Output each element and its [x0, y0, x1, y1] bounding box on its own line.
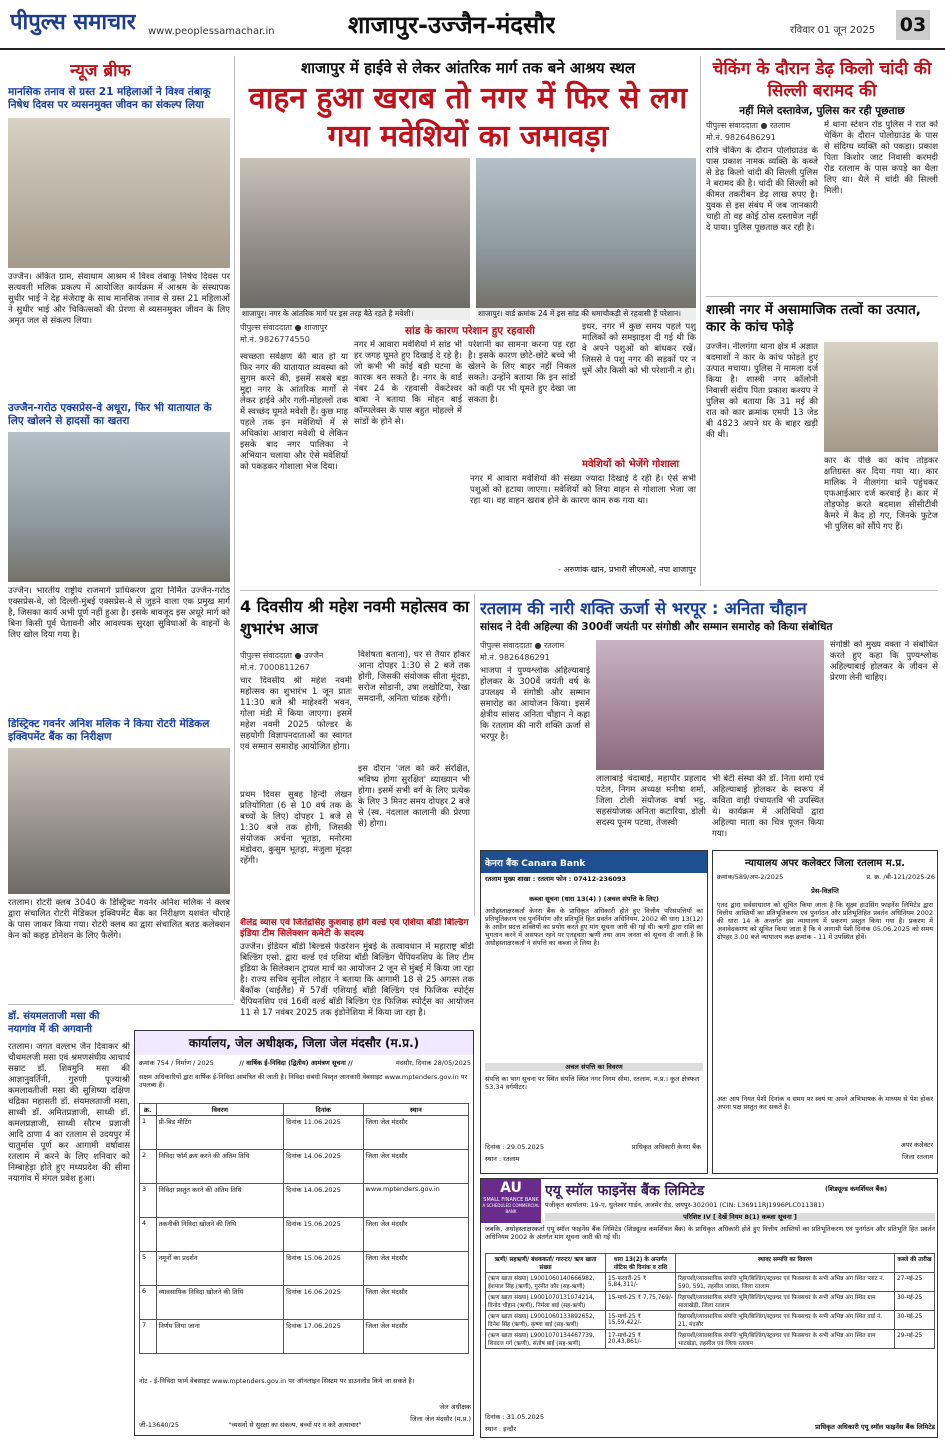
silver-headline: चेकिंग के दौरान डेढ़ किलो चांदी की सिल्ली बरामद की — [712, 59, 932, 101]
court-case-no-2: प्र. क्र. /बी-121/2025-26 — [866, 873, 935, 881]
ratlam-headline: रतलाम की नारी शक्ति ऊर्जा से भरपूर : अनिता चौहान — [480, 599, 807, 618]
au-logo: AU SMALL FINANCE BANK A SCHEDULED COMMERCIAL BANK — [481, 1179, 541, 1223]
mahesh-headline: 4 दिवसीय श्री महेश नवमी महोत्सव का शुभारंभ आज — [240, 597, 470, 638]
jail-schedule-table — [139, 1103, 469, 1371]
lead-subhead: सांड के कारण परेशान हुए रहवासी — [404, 325, 536, 337]
jail-th-date: दिनांक — [284, 1104, 363, 1116]
au-th-date: कब्जे की तारीख — [895, 1254, 935, 1273]
ratlam-text-3: भी बेटी संस्था की डॉ. निता शर्मा एवं अहिल्याबाई होलकर के स्वरूप में कविता वाही पंचायतवि भी उपस्थित थे। कार्यक्रम में अतिथियों द्वारा अहिल्या माता का चित्र पूजन किया गया। — [712, 774, 824, 839]
canara-bank-ad — [480, 850, 708, 1174]
lead-text-col-4: इधर, नगर में कुछ समय पहले पशु मालिकों को समझाइश दी गई थी कि वे अपने पशुओं को बांधकर रखें। जिससे वे पशु नगर की सड़कों पर न घूमें और किसी को भी परेशानी न हो। — [582, 322, 696, 376]
court-case-no: क्रमांक/589/अप-2/2025 — [717, 873, 784, 881]
court-sign-2: जिला रतलाम — [901, 1153, 933, 1161]
news-brief-column — [8, 56, 230, 1000]
brief-photo-3 — [8, 748, 230, 894]
mahesh-mobile: मो.नं. 7000811267 — [240, 663, 310, 672]
brief-label: न्यूज ब्रीफ — [70, 61, 131, 81]
au-title: एयू स्मॉल फाइनेंस बैंक लिमिटेड — [545, 1183, 705, 1199]
jail-ref: क्रमांक 754 / निर्माण / 2025 — [139, 1059, 214, 1067]
ratlam-text-2: लालाबाई चंदाबाई, महापौर प्रहलाद पटेल, निगम अध्यक्ष मनीषा शर्मा, जिला टोली संयोजक वर्षा भट्ट, सहसंयोजक अनिता कटारिया, डोली सदस्य पूनम पटवा, तेजस्वी — [596, 774, 706, 828]
column-divider — [474, 594, 475, 916]
ratlam-story — [480, 594, 938, 846]
au-sign: प्राधिकृत अधिकारी एयू स्मॉल फाइनेंस बैंक लिमिटेड — [815, 1423, 935, 1431]
website-url[interactable]: www.peoplessamachar.in — [148, 26, 275, 37]
page-number: 03 — [896, 10, 930, 40]
canara-bank-name: केनरा बैंक Canara Bank — [481, 851, 707, 873]
au-address: पंजीकृत कार्यालय: 19-ए, धुलेश्वर गार्डन, अजमेर रोड, जयपुर-302001 (CIN: L36911RJ1996PLC011381) — [545, 1201, 825, 1209]
page-section-title: शाजापुर-उज्जैन-मंदसौर — [348, 11, 556, 39]
canara-sign: प्राधिकृत अधिकारी केनरा बैंक — [631, 1143, 701, 1151]
shastri-story — [706, 300, 938, 586]
silver-mobile: मो.नं. 9826486291 — [706, 133, 776, 142]
ratlam-text-4: संगोष्ठी को मुख्य वक्ता ने संबोधित करते हुए कहा कि पुण्यश्लोक अहिल्याबाई होलकर के जीवन से प्रेरणा लेनी चाहिए। — [830, 640, 938, 683]
silver-byline: पीपुल्स संवाददाता ● रतलाम — [706, 121, 791, 130]
lead-text-col-3: परेशानी का सामना करना पड़ रहा है। इसके कारण छोटे-छोटे बच्चे भी खेलने के लिए बाहर नहीं निकल सकते। उन्होंने बताया कि इन सांडों को कहीं पर भी घूमते हुए देखा जा सकता है। — [468, 340, 576, 405]
masthead — [0, 0, 945, 50]
ratlam-byline: पीपुल्स संवाददाता ● रतलाम — [480, 641, 565, 650]
canara-notice-text: अधोहस्ताक्षरकर्ता केनरा बैंक के प्राधिकृत अधिकारी होते हुए वित्तीय परिसंपत्तियों का प्रतिभूतिकरण एवं पुनर्निर्माण और प्रतिभूति हित प्रवर्तन अधिनियम, 2002 की धारा 13(12) के अधीन प्रदत्त शक्तियों का प्रयोग करते हुए मांग सूचना जारी की गई थी। ऋणी द्वारा राशि का भुगतान करने में असफल रहने पर एतद्द्वारा ऋणी तथा आम जनता को सूचना दी जाती है कि अधोहस्ताक्षरकर्ता ने संपत्ति का कब्जा ले लिया है। — [485, 907, 703, 947]
table-row: 2 निविदा फॉर्म क्रय करने की अंतिम तिथि दिनांक 14.06.2025 जिला जेल मंदसौर — [140, 1150, 469, 1184]
court-sign-1: अपर कलेक्टर — [900, 1141, 933, 1149]
column-divider — [234, 56, 235, 1000]
canara-property-text: संपत्ति का भाग सूचना पर स्थित संपत्ति स्थित नगर निगम सीमा, रतलाम, म.प्र.। कुल क्षेत्रफल 53.34 वर्गमीटर। — [485, 1075, 700, 1091]
jail-title: कार्यालय, जेल अधीक्षक, जिला जेल मंदसौर (म.प्र.) — [135, 1031, 473, 1055]
silver-text-col-2: में थाना स्टेशन रोड पुलिस ने रात को चेकिंग के दौरान पोलोग्राउंड के पास से संदिग्ध व्यक्ति को पकड़ा। प्रकाश पिता किशोर जाट निवासी करमदी रोड रतलाम के पास कपड़े का थैला लिए था। थैले में चांदी की सिल्ली मिली। — [824, 120, 938, 196]
lead-story — [240, 56, 696, 586]
jail-sign-1: जेल अधीक्षक — [439, 1403, 471, 1411]
ratlam-photo — [596, 640, 824, 770]
mahesh-story — [240, 594, 470, 916]
lead-caption-2: शाजापुर। वार्ड क्रमांक 24 में इस सांड की धमाचौकड़ी से रहवासी हैं परेशान। — [476, 308, 696, 320]
brief-headline-1: मानसिक तनाव से ग्रस्त 21 महिलाओं ने विश्व तंबाकू निषेध दिवस पर व्यसनमुक्त जीवन का संकल्प लिया — [8, 86, 211, 111]
canara-notice-title: कब्जा सूचना (धारा 13(4) ) (अचल संपत्ति के लिए) — [529, 895, 659, 903]
ratlam-text-1: भाजपा ने पुण्यश्लोक अहिल्याबाई होलकर के 300वें जयंती वर्ष के उपलक्ष्य में संगोष्ठी और सम्मान समारोह का आयोजन किया। इसमें क्षेत्रीय सांसद अनिता चौहान ने कहा कि रतलाम की नारी शक्ति ऊर्जा से भरपूर है। — [480, 666, 590, 742]
samyamlata-text: रतलाम। जगत वल्लभ जैन दिवाकर श्री चौथमलजी मसा एवं श्रमणसंघीय आचार्य सम्राट डॉ. शिवमुनि मसा की आज्ञानुवर्तिनी, गुरुणी पूज्याश्री कमलावतीजी मसा की सुशिष्या दक्षिण चंद्रिका महासती डॉ. संयमलताजी मसा, साध्वी डॉ. अमितप्रज्ञाजी, साध्वी डॉ. कमलप्रज्ञाजी, साध्वी सौरभ प्रज्ञाजी आदि ठाणा 4 का रतलाम से उदयपुर में चातुर्मास पूर्ण कर आगामी वर्षावास रतलाम में करने के लिए शनिवार को निम्बाहेड़ा होते हुए मध्यप्रदेश की सीमा नयागांव में मंगल प्रवेश हुआ। — [8, 1042, 130, 1184]
table-row: 4 तकनीकी निविदा खोलने की तिथि दिनांक 15.06.2025 जिला जेल मंदसौर — [140, 1218, 469, 1252]
au-scheduled: (शिड्यूल्ड कमर्शियल बैंक) — [825, 1185, 888, 1193]
lead-byline: पीपुल्स संवाददाता ● शाजापुर — [240, 323, 328, 332]
canara-branch: रतलाम मुख्य शाखा : रतलाम फोन : 07412-236093 — [485, 875, 627, 883]
table-row: 6 व्यावसायिक निविदा खोलने की तिथि दिनांक 16.06.2025 जिला जेल मंदसौर — [140, 1286, 469, 1320]
silver-text-col-1: रात्रि चेकिंग के दौरान पोलोग्राउंड के पास प्रकाश नामक व्यक्ति के कब्जे से डेढ़ किलो चांदी की सिल्ली पुलिस ने बरामद की है। चांदी की सिल्ली को कीमत तकरीबन डेढ़ लाख रुपए है। युवक से इस संबंध में जब जानकारी चाही तो वह कोई ठोस दस्तावेज नहीं दे पाया। पुलिस पूछताछ कर रही है। — [706, 146, 818, 233]
mahesh-text-2: प्रथम दिवस सुबह हिन्दी लेखन प्रतियोगिता (6 से 10 वर्ष तक के बच्चों के लिए) दोपहर 1 बजे से 1:30 बजे तक होगी, जिसकी संयोजक अर्चना भूतड़ा, मनोरमा मंडोवरा, कुसुम भूतड़ा, मंजुला मूंदड़ा रहेंगी। — [240, 790, 352, 866]
court-text-2: अतः आप नियत पेशी दिनांक व समय पर स्वयं या अपने अभिभाषक के माध्यम से पेश होकर अपना पक्ष प्रस्तुत कर सकते है। — [717, 1095, 933, 1111]
mahesh-text-1: चार दिवसीय श्री महेश नवमी महोत्सव का शुभारंभ 1 जून प्रातः 11:30 बजे श्री माहेश्वरी भवन, गोला मंडी में किया जाएगा। इसमें महेश नवमी 2025 फोल्डर के सहयोगी विज्ञापनदाताओं का स्वागत एवं सम्मान समारोह आयोजित होगा। — [240, 676, 352, 752]
samyamlata-headline: डॉ. संयमलताजी मसा की नयागांव में की अगवानी — [8, 1011, 100, 1035]
silver-story — [706, 56, 938, 296]
au-th-property: स्थावर सम्पत्ति का विवरण — [676, 1254, 895, 1273]
table-row: (ऋण खाता संख्या) L9001070134467739, शिवदत्त गर्ग (ऋणी), संतोष बाई (सह-ऋणी) 17-मार्च-25 ₹ 20,43,861/- रिहायशी/व्यावसायिक संपत्ति भूमि/बिल्डिंग/स्ट्रक्चर एवं फिक्सचर के सभी अभिन्न अंग स्थित ग्राम भाटखेड़ा, तहसील एवं जिला रतलाम 29-मई-25 — [486, 1330, 935, 1349]
jail-sign-2: जिला जेल मंदसौर (म.प्र.) — [410, 1415, 471, 1423]
tender-link[interactable]: www.mptenders.gov.in — [363, 1184, 468, 1218]
jail-date: मंदसौर, दिनांक 28/05/2025 — [395, 1059, 471, 1067]
brief-photo-1 — [8, 118, 230, 268]
mahesh-text-4: इस दौरान 'जल को करें संरक्षित, भविष्य होगा सुरक्षित' व्याख्यान भी होगा। इसमें सभी वर्ग के लिए प्रत्येक के लिए 3 मिनट समय दोपहर 2 बजे से (स्व. नंदलाल कालानी की प्रेरणा से) होगा। — [358, 764, 470, 829]
au-place: स्थान : इन्दौर — [485, 1425, 517, 1433]
table-row: (ऋण खाता संख्या) L9001060133892652, दिनेश सिंह (ऋणी), कृष्णा बाई (सह-ऋणी) 15-मार्च-25 ₹ 15,59,422/- रिहायशी/व्यावसायिक संपत्ति भूमि/बिल्डिंग/स्ट्रक्चर एवं फिक्सचर के सभी अभिन्न अंग स्थित वार्ड नं. 21, मंदसौर 30-मई-25 — [486, 1311, 935, 1330]
brief-headline-2: उज्जैन-गरोठ एक्सप्रेस-वे अधूरा, फिर भी यातायात के लिए खोलने से हादसों का खतरा — [8, 402, 212, 427]
court-notice — [712, 850, 938, 1174]
ratlam-subhead: सांसद ने देवी अहिल्या की 300वीं जयंती पर संगोष्ठी और सम्मान समारोह को किया संबोधित — [480, 621, 833, 633]
mahesh-text-3: विशेषता बताना), घर से तैयार होकर आना दोपहर 1:30 से 2 बजे तक होगी, जिसकी संयोजक सीता मूंदड़ा, सरोज सोडानी, उषा लखोटिया, रेखा समदानी, अनिता चांडक रहेंगी। — [358, 650, 470, 704]
table-row: 3 निविदा प्रस्तुत करने की अंतिम तिथि दिनांक 14.06.2025 www.mptenders.gov.in — [140, 1184, 469, 1218]
au-notice-title: परिशिष्ट IV [ देखें नियम 8(1) कब्जा सूचना ] — [545, 1213, 935, 1221]
court-text: एतद द्वारा सर्वसाधारण को सूचित किया जाता है कि सूक्ष्म हाउसिंग फाइनेंस लिमिटेड द्वारा वित्तीय आस्तियों का प्रतिभूतिकरण एवं पुनर्गठन और प्रतिभूतिहित प्रवर्तन अधिनियम 2002 की धारा 14 के अन्तर्गत इस न्यायालय में प्रकरण प्रस्तुत किया गया है। प्रकरण में अनावेदकगण को सूचित किया जाता है कि वे आगामी पेशी दिनांक 05.06.2025 को समय दोपहर 3.00 बजे न्यायालय कक्ष क्रमांक - 11 में उपस्थित होवें। — [717, 901, 933, 941]
table-row: 7 निर्णय लिया जाना दिनांक 17.06.2025 जिला जेल मंदसौर — [140, 1320, 469, 1354]
section-divider — [240, 590, 938, 591]
lead-kicker: शाजापुर में हाईवे से लेकर आंतरिक मार्ग तक बने आश्रय स्थल — [300, 59, 636, 77]
jail-notice: // वार्षिक ई-निविदा (द्वितीय) आमंत्रण सूचना // — [239, 1059, 353, 1067]
shastri-text-col-2: कार के पीछे का कांच तोड़कर क्षतिग्रस्त कर दिया गया था। कार मालिक ने नीलगंगा थाने पहुंचकर एफआईआर दर्ज करवाई है। कार में तोड़फोड़ करते बदमाश सीसीटीवी कैमरे में कैद हो गए, जिनके फुटेज भी पुलिस को सौंपे गए हैं। — [824, 456, 938, 532]
lead-mobile: मो.नं. 9826774550 — [240, 335, 310, 344]
court-press-release: प्रेस-विज्ञप्ति — [811, 887, 839, 895]
shastri-photo — [824, 342, 938, 452]
newspaper-logo: पीपुल्स समाचार — [10, 10, 136, 35]
table-row: 1 प्री-बिड मीटिंग दिनांक 11.06.2025 जिला जेल मंदसौर — [140, 1116, 469, 1150]
ratlam-mobile: मो.नं. 9826486291 — [480, 653, 550, 662]
jail-code: जी-13640/25 — [139, 1421, 179, 1429]
lead-caption-1: शाजापुर। नगर के आंतरिक मार्ग पर इस तरह बैठे रहते है मवेशी। — [240, 308, 470, 320]
lead-subhead-2: मवेशियों को भेजेंगे गोशाला — [582, 459, 680, 470]
brief-photo-2 — [8, 432, 230, 582]
issue-date: रविवार 01 जून 2025 — [790, 25, 876, 36]
table-row: 5 नमूनों का प्रदर्शन दिनांक 15.06.2025 जिला जेल मंदसौर — [140, 1252, 469, 1286]
lead-quote: नगर में आवारा मवेशियों की संख्या ज्यादा दिखाई दे रही है। ऐसे सभी पशुओं को हटाया जाएगा। मवेशियों को लिया वाहन से गोशाला भेजा जा रहा था। वह वाहन खराब होने के कारण काम रुक गया था। — [470, 474, 696, 506]
canara-property-title: अचल संपत्ति का विवरण — [485, 1063, 703, 1071]
bodybuilding-text: उज्जैन। इंडियन बॉडी बिल्डर्स फेडरेशन मुंबई के तत्वावधान में महाराष्ट्र बॉडी बिल्डिंग एसो. द्वारा वर्ल्ड एवं एशिया बॉडी बिल्डिंग चैंपियनशिप के लिए टीम इंडिया के सिलेक्शन ट्रायल मार्च का आयोजन 2 जून से मुंबई में किया जा रहा है। राज्य सचिव सुनील लोहार ने बताया कि आगामी 18 से 25 अगस्त तक बैंकॉक (थाईलैंड) में 57वीं एशियाई बॉडी बिल्डिंग एवं फिजिक स्पोर्ट्स चैंपियनशिप एवं 16वीं वर्ल्ड बॉडी बिल्डिंग एंड फिजिक स्पोर्ट्स का आयोजन 11 से 17 नवंबर 2025 तक इंडोनेशिया में किया जा रहा है। — [240, 942, 474, 1018]
jail-footer-note: नोट - ई-निविदा फार्म वेबसाइट www.mptenders.gov.in पर ऑनलाइन सिस्टम पर डाउनलोड किये जा सकते है। — [139, 1377, 415, 1385]
jail-th-desc: विवरण — [156, 1104, 284, 1116]
jail-intro: सक्षम अधिकारियों द्वारा वार्षिक ई-निविदा आमंत्रित की जाती है। निविदा संबंधी विस्तृत जानकारी वेबसाइट www.mptenders.gov.in पर उपलब्ध है। — [139, 1073, 468, 1089]
samyamlata-story — [8, 1008, 130, 1438]
silver-subhead: नहीं मिले दस्तावेज, पुलिस कर रही पूछताछ — [739, 105, 905, 117]
au-bank-ad — [480, 1178, 938, 1438]
au-intro: जबकि, अधोहस्ताक्षरकर्ता एयू स्मॉल फाइनेंस बैंक लिमिटेड (शिड्यूल्ड कमर्शियल बैंक) के प्राधिकृत अधिकारी होते हुए वित्तीय आस्तियों का प्रतिभूतिकरण एवं पुनर्गठन और प्रतिभूति हित प्रवर्तन अधिनियम 2002 के अंतर्गत मांग सूचना जारी की गई थी। — [485, 1225, 935, 1241]
brief-text-3: रतलाम। रोटरी क्लब 3040 के डिस्ट्रिक्ट गवर्नर अनिश मलिक ने क्लब द्वारा संचालित रोटरी मेडिकल इक्विपमेंट बैंक का निरीक्षण यशवंत चौराहे के पास जाकर किया गया। रोटरी क्लब का द्वारा संचालित बतड कलेक्शन केन को कहड़ डोनेशन के लिए फैलेंगे। — [8, 898, 230, 941]
lead-photo-1 — [240, 158, 470, 308]
brief-text-2: उज्जैन। भारतीय राष्ट्रीय राजमार्ग प्राधिकरण द्वारा निर्मित उज्जैन-गरोठ एक्सप्रेस-वे, जो दिल्ली-मुंबई एक्सप्रेस-वे से जुड़ने वाला एक प्रमुख मार्ग है, जिसका कार्य अभी पूर्ण नहीं हुआ है। इसके बावजूद इस अधूरे मार्ग को बिना किसी पूर्व चेतावनी और आवश्यक सुरक्षा सुविधाओं के वाहनों के लिए खोल दिया गया है। — [8, 586, 230, 640]
shastri-headline: शास्त्री नगर में असामाजिक तत्वों का उत्पात, कार के कांच फोड़े — [706, 302, 921, 335]
jail-slogan: "व्यसनों से सुरक्षा का संकल्प, बच्चों पर न करे अत्याचार" — [228, 1421, 362, 1429]
jail-th-place: स्थान — [363, 1104, 468, 1116]
section-divider — [8, 1004, 234, 1005]
bodybuilding-headline: शैलेंद्र व्यास एवं जितेंद्रसिंह कुशवाह होंगे वर्ल्ड एवं एशिया बॉडी बिल्डिंग इंडिया टीम सिलेक्शन कमेटी के सदस्य — [240, 918, 469, 939]
brief-text-1: उज्जैन। अंकित ग्राम, सेवाधाम आश्रम में विश्व तंबाकू निषेध दिवस पर सत्यवती मलिक प्रकल्प में आयोजित कार्यक्रम में आश्रम के संस्थापक सुधीर भाई ने देह मंजेराष्ट्र के साथ मानसिक तनाव से ग्रस्त 21 महिलाओं ने सुधीर भाई और चिकित्सकों की प्रेरणा से व्यसनमुक्त जीवन के लिए अमृत जल से संकल्प लिया। — [8, 272, 230, 326]
bodybuilding-story — [240, 918, 474, 1026]
lead-photo-2 — [476, 158, 696, 308]
canara-date: दिनांक : 29.05.2025 — [485, 1143, 544, 1151]
brief-headline-3: डिस्ट्रिक्ट गवर्नर अनिश मलिक ने किया रोटरी मेडिकल इक्विपमेंट बैंक का निरीक्षण — [8, 718, 210, 743]
jail-th-no: क्र. — [140, 1104, 157, 1116]
lead-text-col-1: स्वच्छता सर्वेक्षण की बात हो या फिर नगर की यातायात व्यवस्था को सुगम करने की, इसमें सबसे बड़ा मुद्दा नगर के आंतरिक मार्गों से लेकर हाईवे और गली-मोहल्लों तक में स्वच्छंद घूमते मवेशी हैं। कुछ माह पहले तक इन मवेशियों में से अधिकांश आवारा मवेशी थे लेकिन इसके बाद नगर पालिका ने अभियान चलाया और ऐसे मवेशियों को पकड़कर गोशाला भेज दिया। — [240, 352, 348, 472]
au-th-borrower: ऋणी/ सहऋणी/ बंधककर्ता/ गारन्टर/ ऋण खाता संख्या — [486, 1254, 606, 1273]
lead-quote-sign: - अरुणांक खान, प्रभारी सीएमओ, नपा शाजापुर — [557, 565, 696, 574]
au-th-notice: धारा 13(2) के अन्तर्गत नोटिस की दिनांक व राशि — [606, 1254, 676, 1273]
lead-headline: वाहन हुआ खराब तो नगर में फिर से लग गया मवेशियों का जमावड़ा — [248, 81, 688, 154]
lead-text-col-2: नगर में आवारा मवेशियों में सांड भी हर जगह घूमते हुए दिखाई दे रहे है। जो कभी भी कोई बड़ी घटना के कारक बन सकते है। नगर के वार्ड नंबर 24 के रहवासी वेंकटेश्वर बाबा ने बताया कि मोहन बाई कॉम्पलेक्स के पास बहुत मोहल्ले में सांडों के होने से। — [354, 340, 462, 427]
canara-place: स्थान : रतलाम — [485, 1155, 520, 1163]
column-divider — [700, 56, 701, 586]
au-date: दिनांक : 31.05.2025 — [485, 1413, 544, 1421]
court-title: न्यायालय अपर कलेक्टर जिला रतलाम म.प्र. — [745, 858, 905, 869]
mahesh-byline: पीपुल्स संवाददाता ● उज्जैन — [240, 651, 324, 660]
jail-tender-ad — [134, 1030, 474, 1436]
shastri-text-col-1: उज्जैन। नीलगंगा थाना क्षेत्र में अज्ञात बदमाशों ने कार के कांच फोड़ते हुए उत्पात मचाया। पुलिस ने मामला दर्ज किया है। शास्त्री नगर कॉलोनी निवासी संदीप पिता प्रकाश कश्यप ने पुलिस को बताया कि 31 मई की रात को कार क्रमांक एमपी 13 जेड बी 4823 अपने घर के बाहर खड़ी की थी। — [706, 342, 818, 440]
au-possession-table — [485, 1253, 935, 1403]
table-row: (ऋण खाता संख्या) L9001070131074214, विनोद चौहान (ऋणी), निर्मला बाई (सह-ऋणी) 15-मार्च-25 ₹ 7,75,769/- रिहायशी/व्यावसायिक संपत्ति भूमि/बिल्डिंग/स्ट्रक्चर एवं फिक्सचर के सभी अभिन्न अंग स्थित ग्राम सालाखेड़ी, जिला रतलाम 30-मई-25 — [486, 1292, 935, 1311]
section-divider — [706, 296, 938, 297]
table-row: (ऋण खाता संख्या) L9001060140666982, ईशपाल सिंह (ऋणी), गुरमीत कौर (सह-ऋणी) 15-फरवरी-25 ₹ 5,84,311/- रिहायशी/व्यावसायिक संपत्ति भूमि/बिल्डिंग/स्ट्रक्चर एवं फिक्सचर के सभी अभिन्न अंग स्थित प्लाट नं. 590, 591, तहसील जावरा, जिला रतलाम 27-मई-25 — [486, 1273, 935, 1292]
